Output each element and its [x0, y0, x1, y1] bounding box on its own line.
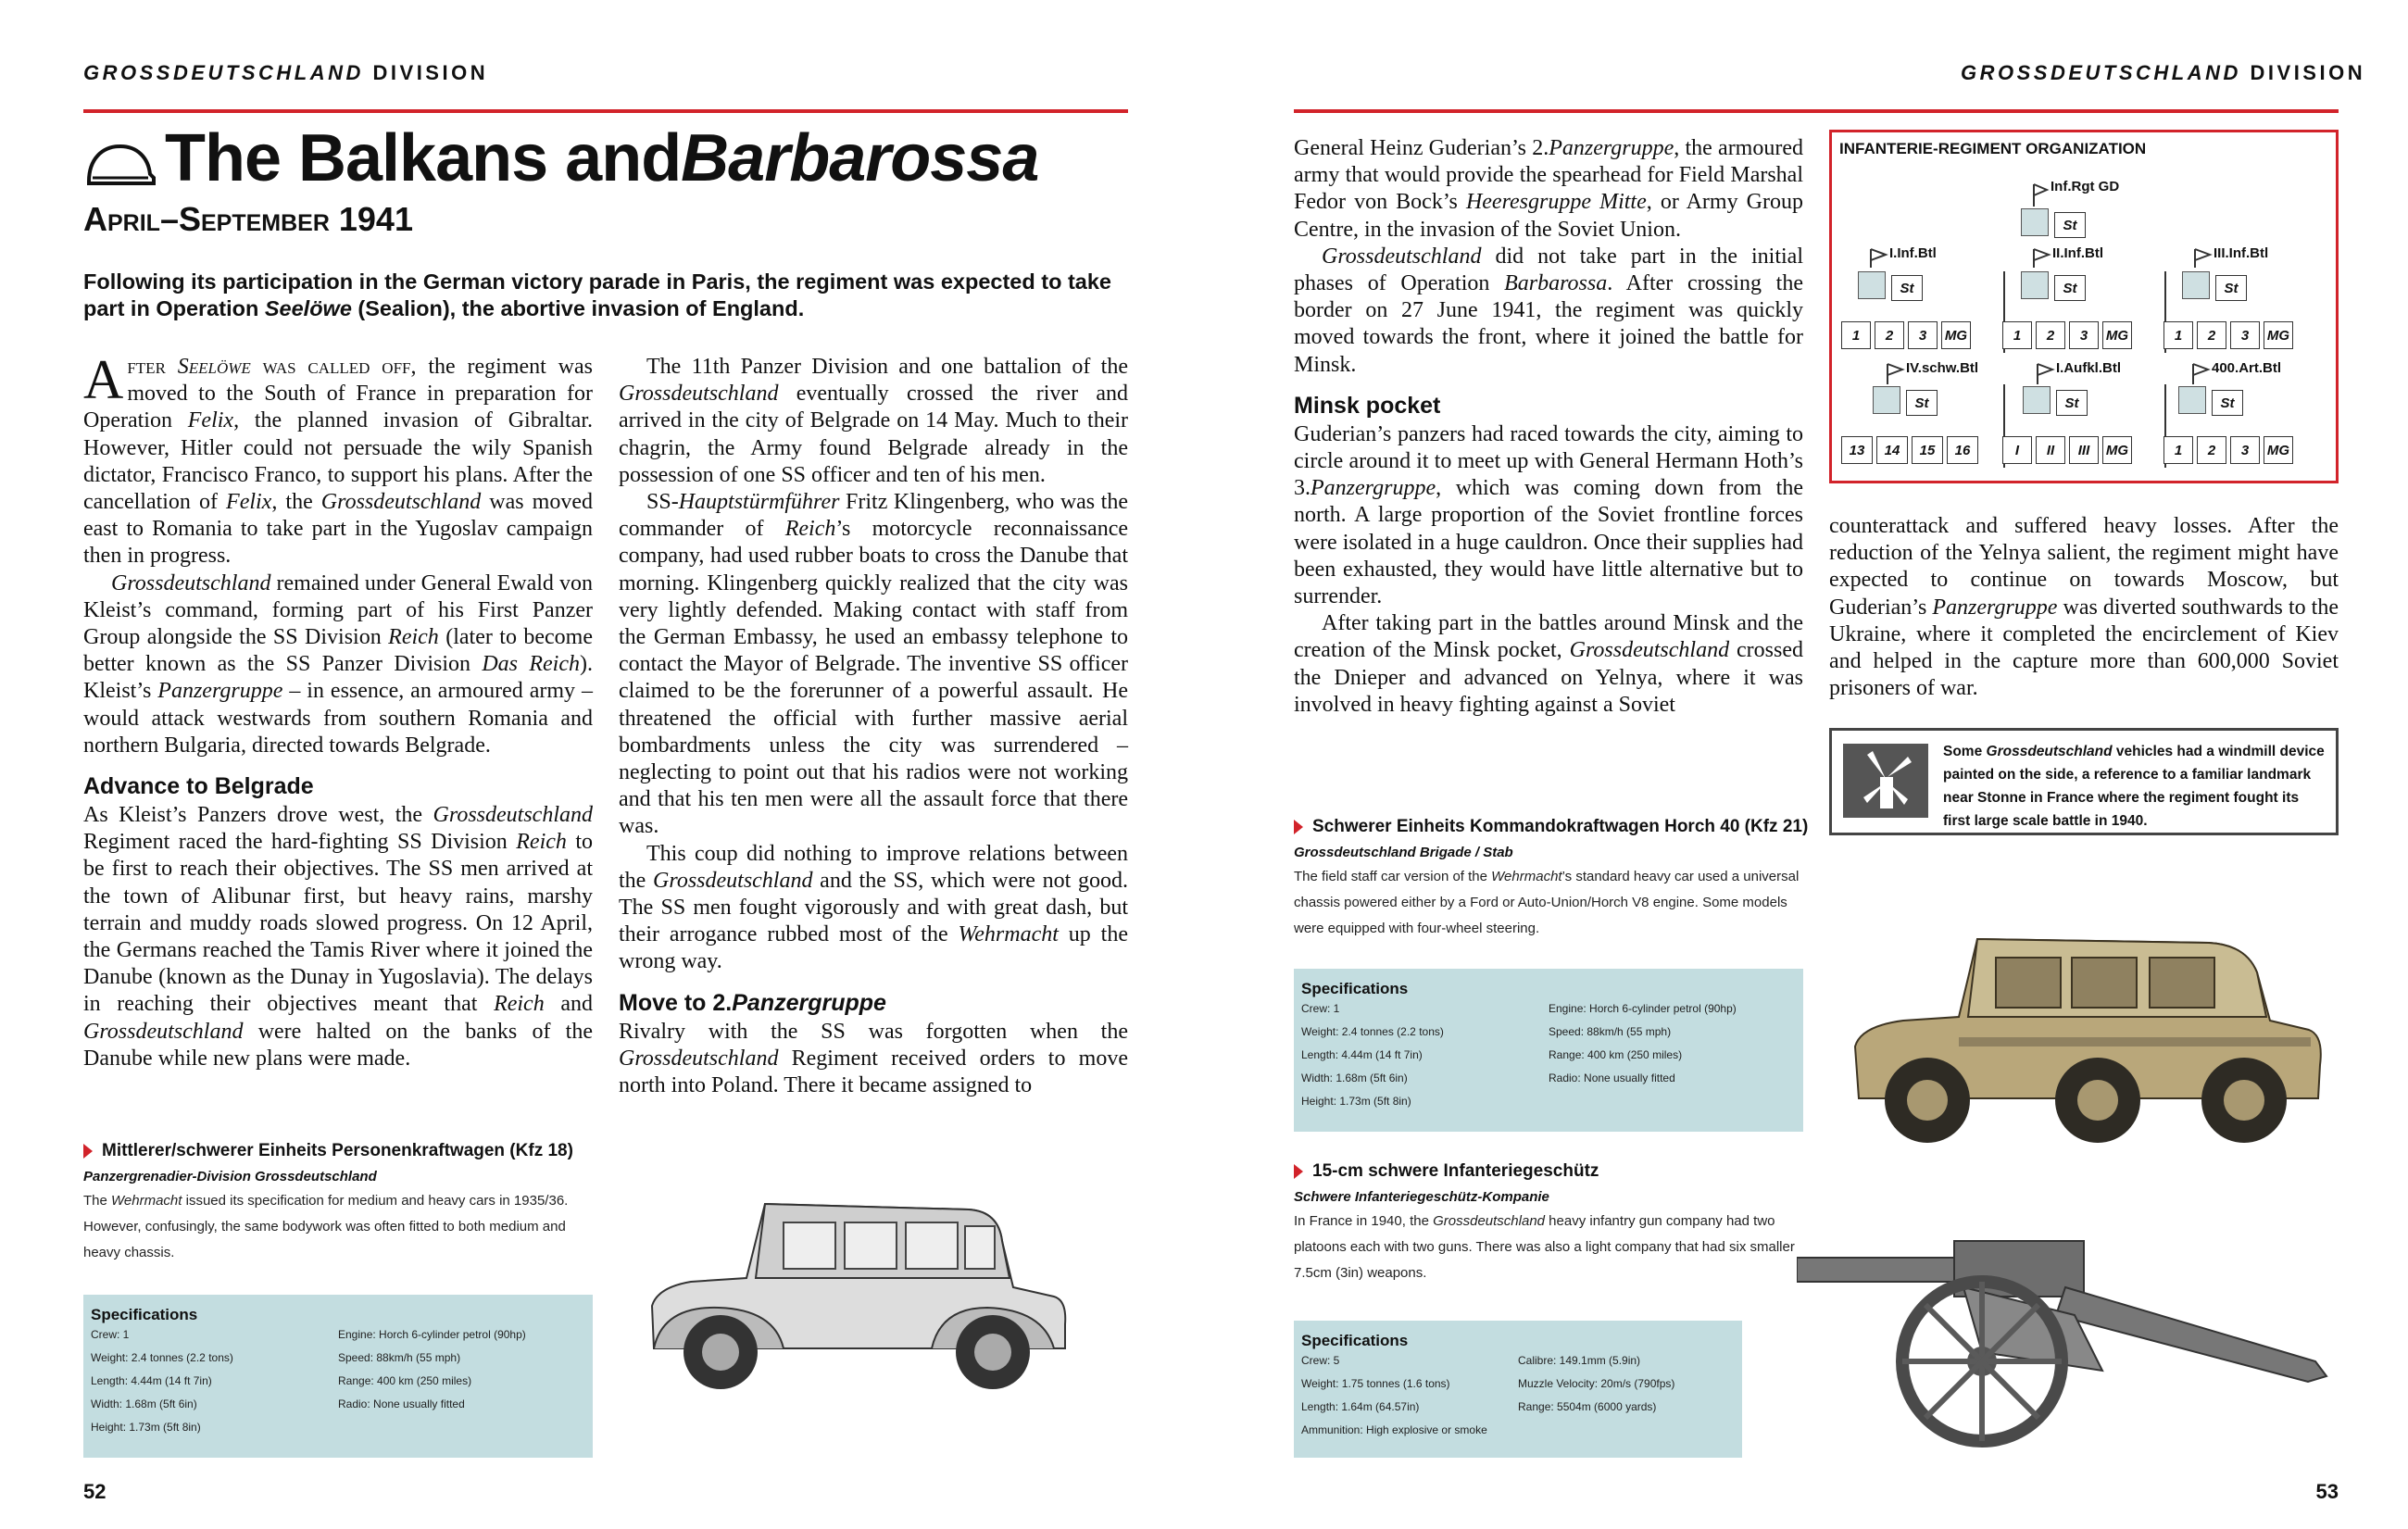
kfz21-caption	[1294, 817, 1812, 942]
org-unit-box	[2178, 386, 2206, 414]
section-heading: Move to 2.Panzergruppe	[619, 989, 886, 1016]
caption-heading: 15-cm schwere Infanteriegeschütz	[1294, 1161, 1812, 1182]
spec-item: Weight: 2.4 tonnes (2.2 tons)	[91, 1351, 233, 1364]
org-company-box: 2	[2036, 321, 2065, 349]
spec-item: Crew: 1	[1301, 1002, 1340, 1015]
kfz18-caption	[83, 1141, 602, 1266]
org-company-box: II	[2036, 436, 2065, 464]
org-company-box: MG	[1941, 321, 1971, 349]
sig33-caption	[1294, 1161, 1812, 1286]
spec-item: Engine: Horch 6-cylinder petrol (90hp)	[1549, 1002, 1737, 1015]
org-unit-box	[2021, 271, 2049, 299]
org-company-box: III	[2069, 436, 2099, 464]
spec-item: Weight: 1.75 tonnes (1.6 tons)	[1301, 1377, 1450, 1390]
org-company-box: 3	[2069, 321, 2099, 349]
org-staff-box: St	[2212, 390, 2243, 416]
org-company-box: 3	[2230, 321, 2260, 349]
org-staff-box: St	[1891, 275, 1923, 301]
section-heading: Advance to Belgrade	[83, 773, 314, 800]
spec-item: Height: 1.73m (5ft 8in)	[1301, 1095, 1411, 1108]
spec-item: Range: 5504m (6000 yards)	[1518, 1400, 1657, 1413]
org-label: Inf.Rgt GD	[2051, 179, 2120, 194]
org-company-box: I	[2002, 436, 2032, 464]
header-rule-left	[83, 109, 1128, 113]
spec-item: Length: 4.44m (14 ft 7in)	[91, 1374, 212, 1387]
page-number-right: 53	[2315, 1480, 2339, 1503]
org-company-box: 1	[2002, 321, 2032, 349]
spec-item: Ammunition: High explosive or smoke	[1301, 1423, 1487, 1436]
caption-text: In France in 1940, the Grossdeutschland heavy infantry gun company had two platoons each with two guns. There was also a light company that had six smaller 7.5cm (3in) weapons.	[1294, 1213, 1795, 1281]
spec-item: Radio: None usually fitted	[338, 1397, 465, 1410]
org-unit-box	[1858, 271, 1886, 299]
helmet-icon	[83, 132, 157, 184]
org-company-box: MG	[2102, 436, 2132, 464]
caption-heading: Mittlerer/schwerer Einheits Personenkraftwagen (Kfz 18)	[83, 1141, 602, 1161]
page-number-left: 52	[83, 1480, 107, 1503]
spec-item: Range: 400 km (250 miles)	[1549, 1048, 1683, 1061]
spec-item: Length: 1.64m (64.57in)	[1301, 1400, 1420, 1413]
org-chart-title: INFANTERIE-REGIMENT ORGANIZATION	[1839, 140, 2147, 157]
spec-item: Weight: 2.4 tonnes (2.2 tons)	[1301, 1025, 1444, 1038]
spec-item: Width: 1.68m (5ft 6in)	[91, 1397, 197, 1410]
caption-text: The field staff car version of the Wehrmacht’s standard heavy car used a universal chassis powered either by a Ford or Auto-Union/Horch V8 engine. Some models were equipped with four-wheel steering.	[1294, 869, 1800, 936]
org-staff-box: St	[2054, 275, 2086, 301]
org-label: II.Inf.Btl	[2052, 245, 2103, 261]
windmill-icon	[1843, 744, 1928, 818]
org-company-box: 1	[2163, 436, 2193, 464]
spec-item: Crew: 5	[1301, 1354, 1340, 1367]
org-label: III.Inf.Btl	[2214, 245, 2269, 261]
org-company-box: MG	[2102, 321, 2132, 349]
org-company-box: MG	[2264, 436, 2293, 464]
org-company-box: 2	[2197, 321, 2226, 349]
org-label: 400.Art.Btl	[2212, 360, 2282, 376]
kfz21-illustration	[1838, 917, 2339, 1150]
org-staff-box: St	[2054, 212, 2086, 238]
sig33-specs: Specifications Crew: 5 Calibre: 149.1mm (5.9in) Weight: 1.75 tonnes (1.6 tons) Muzzle Velocity: 20m/s (790fps) Length: 1.64m (64.57in) Range: 5504m (6000 yards) Ammunition: High explosive or smoke	[1294, 1321, 1742, 1458]
running-head-right: GROSSDEUTSCHLAND DIVISION	[1961, 61, 2366, 84]
sig33-illustration	[1797, 1204, 2352, 1454]
org-staff-box: St	[2215, 275, 2247, 301]
org-company-box: 1	[2163, 321, 2193, 349]
text-column-1: After Seelöwe was called off, the regiment was moved to the South of France in preparation for Operation Felix, the planned invasion of Gibraltar. However, Hitler could not persuade the wily Spanish dictator, Francisco Franco, to support his plans. After the cancellation of Felix, the Grossdeutschland was moved east to Romania to take part in the Yugoslav campaign then in progress. Grossdeutschland remained under General Ewald von Kleist’s command, forming part of his First Panzer Group alongside the SS Division Reich (later to become better known as the SS Panzer Division Das Reich). Kleist’s Panzergruppe – in essence, an armoured army – would attack westwards from southern Romania and northern Bulgaria, directed towards Belgrade. Advance to Belgrade As Kleist’s Panzers drove west, the Grossdeutschland Regiment raced the hard-fighting SS Division Reich to be first to reach their objectives. The SS men arrived at the town of Alibunar first, but heavy rains, marshy terrain and muddy roads slowed progress. On 12 April, the Germans reached the Tamis River where it joined the Danube (known as the Dunay in Yugoslavia). The delays in reaching their objectives meant that Reich and Grossdeutschland were halted on the banks of the Danube while new plans were made.	[83, 349, 594, 1071]
org-unit-box	[1873, 386, 1900, 414]
page-subtitle: April–September 1941	[83, 200, 413, 238]
caption-heading: Schwerer Einheits Kommandokraftwagen Horch 40 (Kfz 21)	[1294, 817, 1812, 837]
org-staff-box: St	[1906, 390, 1938, 416]
org-label: I.Aufkl.Btl	[2056, 360, 2121, 376]
kfz21-specs: Specifications Crew: 1 Engine: Horch 6-cylinder petrol (90hp) Weight: 2.4 tonnes (2.2 tons) Speed: 88km/h (55 mph) Length: 4.44m (14 ft 7in) Range: 400 km (250 miles) Width: 1.68m (5ft 6in) Radio: None usually fitted Height: 1.73m (5ft 8in)	[1294, 969, 1803, 1132]
drop-cap: A	[83, 349, 124, 410]
kfz18-illustration	[635, 1185, 1071, 1398]
org-company-box: 3	[1908, 321, 1938, 349]
spec-item	[338, 1421, 585, 1435]
org-unit-box	[2182, 271, 2210, 299]
spec-item: Speed: 88km/h (55 mph)	[1549, 1025, 1672, 1038]
spec-item: Muzzle Velocity: 20m/s (790fps)	[1518, 1377, 1675, 1390]
text-column-2: The 11th Panzer Division and one battalion of the Grossdeutschland eventually crossed the river and arrived in the city of Belgrade on 14 May. Much to their chagrin, the Army found Belgrade already in the possession of one SS officer and ten of his men. SS-Hauptstürmführer Fritz Klingenberg, who was the commander of Reich’s motorcycle reconnaissance company, had used rubber boats to cross the Danube that morning. Klingenberg quickly realized that the city was very lightly defended. Making contact with staff from the German Embassy, he used an embassy telephone to contact the Mayor of Belgrade. The inventive SS officer claimed to be the forerunner of a powerful assault. He threatened the official with further massive aerial bombardments unless the city was surrendered – neglecting to point out that his radios were not working and that his ten men were all the assault force that there was. This coup did nothing to improve relations between the Grossdeutschland and the SS, which were not good. The SS men fought vigorously and with great dash, but their arrogance rubbed most of the Wehrmacht up the wrong way. Move to 2.Panzergruppe Rivalry with the SS was forgotten when the Grossdeutschland Regiment received orders to move north into Poland. There it became assigned to	[619, 355, 1129, 1098]
caption-text: The Wehrmacht issued its specification for medium and heavy cars in 1935/36. However, confusingly, the same bodywork was often fitted to both medium and heavy chassis.	[83, 1193, 569, 1260]
spec-item: Height: 1.73m (5ft 8in)	[91, 1421, 201, 1434]
spec-item: Width: 1.68m (5ft 6in)	[1301, 1072, 1408, 1084]
spec-item: Radio: None usually fitted	[1549, 1072, 1675, 1084]
caption-unit: Schwere Infanteriegeschütz-Kompanie	[1294, 1189, 1549, 1205]
header-rule-right	[1294, 109, 2339, 113]
spec-item	[1518, 1423, 1735, 1437]
org-company-box: 2	[2197, 436, 2226, 464]
org-company-box: 16	[1947, 436, 1978, 464]
spec-item: Crew: 1	[91, 1328, 130, 1341]
org-staff-box: St	[2056, 390, 2088, 416]
org-company-box: MG	[2264, 321, 2293, 349]
windmill-note: Some Grossdeutschland vehicles had a windmill device painted on the side, a reference to a familiar landmark near Stonne in France where the regiment fought its first large scale battle in 1940.	[1829, 728, 2339, 835]
org-company-box: 3	[2230, 436, 2260, 464]
spec-item	[1549, 1095, 1796, 1109]
spec-item: Speed: 88km/h (55 mph)	[338, 1351, 461, 1364]
text-column-4: counterattack and suffered heavy losses. After the reduction of the Yelnya salient, the regiment might have expected to continue on towards Moscow, but Guderian’s Panzergruppe was diverted southwards to the Ukraine, where it completed the encirclement of Kiev and helped in the capture more than 600,000 Soviet prisoners of war.	[1829, 514, 2339, 701]
text-column-3: General Heinz Guderian’s 2.Panzergruppe, the armoured army that would provide the spearhead for Field Marshal Fedor von Bock’s Heeresgruppe Mitte, or Army Group Centre, in the invasion of the Soviet Union. Grossdeutschland did not take part in the initial phases of Operation Barbarossa. After crossing the border on 27 June 1941, the regiment was quickly moved towards the front, where it joined the battle for Minsk. Minsk pocket Guderian’s panzers had raced towards the city, aiming to circle around it to meet up with General Hermann Hoth’s 3.Panzergruppe, which was coming down from the north. A large proportion of the Soviet frontline forces were isolated in a huge cauldron. Once their supplies had been exhausted, they would have little alternative but to surrender. After taking part in the battles around Minsk and the creation of the Minsk pocket, Grossdeutschland crossed the Dnieper and advanced on Yelnya, where it was involved in heavy fighting against a Soviet	[1294, 136, 1804, 717]
org-unit-box	[2021, 208, 2049, 236]
running-head-left: GROSSDEUTSCHLAND DIVISION	[83, 61, 489, 84]
org-company-box: 14	[1876, 436, 1908, 464]
intro-paragraph: Following its participation in the German victory parade in Paris, the regiment was expected to take part in Operation Seelöwe (Sealion), the abortive invasion of England.	[83, 269, 1111, 320]
page-title: The Balkans and Barbarossa	[83, 120, 1038, 196]
caption-unit: Panzergrenadier-Division Grossdeutschland	[83, 1169, 377, 1184]
org-company-box: 2	[1875, 321, 1904, 349]
spec-item: Length: 4.44m (14 ft 7in)	[1301, 1048, 1423, 1061]
organization-chart	[1829, 130, 2339, 483]
org-company-box: 13	[1841, 436, 1873, 464]
kfz18-specs: Specifications Crew: 1 Engine: Horch 6-cylinder petrol (90hp) Weight: 2.4 tonnes (2.2 tons) Speed: 88km/h (55 mph) Length: 4.44m (14 ft 7in) Range: 400 km (250 miles) Width: 1.68m (5ft 6in) Radio: None usually fitted Height: 1.73m (5ft 8in)	[83, 1295, 593, 1458]
org-unit-box	[2023, 386, 2051, 414]
org-company-box: 15	[1912, 436, 1943, 464]
spec-item: Calibre: 149.1mm (5.9in)	[1518, 1354, 1641, 1367]
org-company-box: 1	[1841, 321, 1871, 349]
org-label: IV.schw.Btl	[1906, 360, 1979, 376]
section-heading: Minsk pocket	[1294, 392, 1441, 419]
spec-item: Engine: Horch 6-cylinder petrol (90hp)	[338, 1328, 526, 1341]
spec-item: Range: 400 km (250 miles)	[338, 1374, 472, 1387]
caption-unit: Grossdeutschland Brigade / Stab	[1294, 845, 1513, 860]
org-label: I.Inf.Btl	[1889, 245, 1937, 261]
